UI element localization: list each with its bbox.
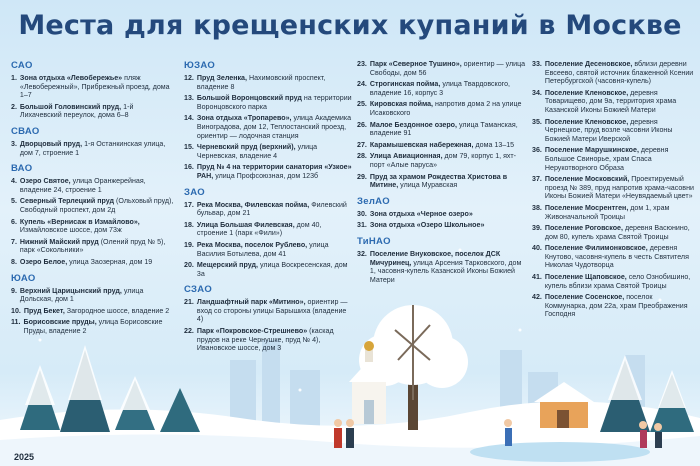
location-name: Поселение Сосенское,: [544, 293, 625, 302]
location-address: дом 79, корпус 1, яхт-порт «Алые паруса»: [369, 152, 517, 169]
location-number: 1.: [11, 74, 17, 82]
location-number: 11.: [11, 318, 21, 327]
location-item: [184, 241, 352, 258]
location-address: (Ольховый пруд), Свободный проспект, дом 2д: [19, 197, 174, 214]
location-number: 3.: [11, 139, 17, 148]
location-address: (Олений пруд № 5), парк «Сокольники»: [19, 237, 166, 255]
location-number: 16.: [184, 163, 194, 172]
location-item: [532, 146, 694, 172]
location-number: 24.: [357, 80, 367, 89]
location-name: Нижний Майский пруд: [19, 237, 99, 246]
location-address: 1-я Останкинская улица, дом 7, строение 1: [19, 139, 166, 157]
location-number: 31.: [357, 221, 367, 230]
location-item: [532, 204, 694, 221]
location-item: [11, 258, 176, 267]
district-heading: СЗАО: [184, 284, 213, 296]
location-number: 33.: [532, 60, 542, 68]
location-number: 4.: [11, 177, 17, 186]
location-item: [184, 114, 352, 140]
location-name: Озеро Белое,: [19, 257, 68, 266]
location-item: [11, 103, 176, 120]
location-address: улица Профсоюзная, дом 123б: [215, 171, 319, 180]
location-name: Борисовские пруды,: [23, 318, 97, 327]
location-item: [11, 238, 176, 255]
location-address: вблизи деревни Евсеево, святой источник блаженной Ксении Петербургской (часовня-купель): [544, 60, 694, 86]
location-name: Река Москва, поселок Рублево,: [196, 240, 308, 249]
location-address: напротив дома 2 на улице Исаковского: [369, 100, 522, 117]
location-item: [357, 250, 527, 284]
location-name: Поселение Внуковское, поселок ДСК Мичуринец,: [369, 249, 501, 267]
district-heading: ЮЗАО: [184, 60, 216, 71]
location-address: улица Оранжерейная, владение 24, строение 1: [19, 177, 146, 194]
location-item: [184, 201, 352, 218]
location-address: дома 13–15: [475, 140, 515, 149]
location-number: 20.: [184, 261, 194, 270]
district-heading: ЗелАО: [357, 195, 390, 207]
location-name: Поселение Щаповское,: [544, 273, 627, 282]
location-name: Зона отдыха «Черное озеро»: [369, 209, 473, 218]
location-address: Филевский бульвар, дом 21: [196, 200, 347, 218]
district-heading: САО: [11, 60, 33, 71]
location-item: [357, 121, 527, 138]
location-name: Улица Большая Филевская,: [196, 220, 295, 229]
location-number: 32.: [357, 249, 367, 258]
column-4: [532, 60, 694, 322]
location-name: Зона отдыха «Левобережье»: [19, 74, 123, 82]
location-address: поселок Коммунарка, дом 22а, храм Преображения Господня: [544, 293, 688, 319]
location-number: 40.: [532, 244, 542, 253]
location-name: Купель «Вернисаж в Измайлово»,: [19, 217, 140, 226]
location-name: Озеро Святое,: [19, 177, 71, 186]
location-number: 21.: [184, 298, 194, 307]
location-name: Парк «Северное Тушино»,: [369, 60, 462, 68]
location-item: [532, 244, 694, 270]
location-item: [184, 94, 352, 111]
district-heading: ВАО: [11, 163, 33, 175]
location-address: улица Арсения Тарковского, дом 1, часовня-купель Казанской Иконы Божией Матери: [369, 258, 522, 284]
location-item: [184, 74, 352, 91]
location-number: 19.: [184, 240, 194, 249]
location-address: деревня Товарищево, дом 9а, территория храма Казанской Иконы Божией Матери: [544, 88, 677, 114]
location-name: Большой Головинский пруд,: [19, 102, 122, 111]
location-name: Ландшафтный парк «Митино»,: [196, 298, 306, 307]
location-item: [11, 287, 176, 304]
location-number: 25.: [357, 100, 367, 109]
location-item: [357, 141, 527, 150]
location-item: [11, 177, 176, 194]
location-number: 27.: [357, 140, 367, 149]
year-label: 2025: [14, 452, 35, 462]
location-address: улица Муравская: [400, 181, 458, 190]
location-address: улица Воскресенская, дом 3а: [196, 261, 348, 278]
location-item: [357, 100, 527, 117]
location-name: Зона отдыха «Тропарево»,: [196, 114, 292, 123]
location-name: Улица Авиационная,: [369, 152, 443, 161]
location-item: [532, 273, 694, 290]
location-address: ориентир — улица Свободы, дом 56: [369, 60, 526, 77]
location-address: на территории Воронцовского парка: [196, 94, 352, 111]
ice-pond-icon: [470, 442, 650, 462]
location-address: ориентир — вход со стороны улицы Барышиха (владение 4): [196, 298, 348, 324]
location-item: [357, 80, 527, 97]
district-heading: ЮАО: [11, 272, 36, 284]
location-item: [11, 74, 176, 100]
location-number: 2.: [11, 102, 17, 111]
location-item: [184, 298, 352, 324]
page-title: Места для крещенских купаний в Москве: [18, 10, 682, 41]
location-name: Строгинская пойма,: [369, 80, 441, 89]
location-number: 15.: [184, 143, 194, 152]
location-item: [532, 118, 694, 144]
column-2: [184, 60, 352, 356]
location-name: Черневский пруд (верхний),: [196, 143, 296, 152]
location-address: улица Таманская, владение 91: [369, 120, 518, 138]
location-item: [11, 197, 176, 214]
location-address: Измайловское шоссе, дом 73ж: [19, 226, 122, 235]
location-name: Дворцовый пруд,: [19, 139, 83, 148]
location-address: улица Дольская, дом 1: [19, 286, 144, 304]
location-address: улица Василия Ботылева, дом 41: [196, 240, 329, 258]
location-number: 10.: [11, 306, 21, 315]
location-name: Парк «Покровское-Стрешнево»: [196, 327, 308, 336]
location-item: [532, 293, 694, 319]
location-name: Пруд Бекет,: [23, 306, 65, 315]
location-item: [357, 221, 527, 230]
location-address: пляж «Левобережный», Прибрежный проезд, дома 1–7: [19, 74, 170, 100]
location-name: Мещерский пруд,: [196, 261, 258, 270]
location-item: [357, 173, 527, 190]
location-address: Загородное шоссе, владение 2: [66, 306, 170, 315]
location-name: Поселение Марушкинское,: [544, 146, 639, 155]
location-item: [532, 224, 694, 241]
location-name: Большой Воронцовский пруд: [196, 94, 302, 103]
location-name: Поселение Роговское,: [544, 224, 623, 233]
location-number: 29.: [357, 172, 367, 181]
location-number: 28.: [357, 152, 367, 161]
location-number: 14.: [184, 114, 194, 123]
location-name: Поселение Десеновское,: [544, 60, 633, 68]
location-number: 36.: [532, 146, 542, 155]
location-item: [357, 210, 527, 219]
location-address: улица Академика Виноградова, дом 12, Теплостанский проезд, ориентир — лодочная станция: [196, 114, 352, 140]
location-number: 41.: [532, 273, 542, 282]
location-name: Поселение Московский,: [544, 175, 630, 184]
location-address: улица Заозерная, дом 19: [69, 257, 153, 266]
location-name: Пруд № 4 на территории санатория «Узкое» РАН,: [196, 163, 352, 180]
location-address: улица Твардовского, владение 16, корпус 3: [369, 80, 511, 97]
location-address: деревня Кнутово, часовня-купель в честь Святителя Николая Чудотворца: [544, 244, 689, 270]
column-1: [11, 60, 176, 338]
location-item: [357, 60, 527, 77]
location-number: 12.: [184, 74, 194, 82]
location-name: Карамышевская набережная,: [369, 140, 474, 149]
location-number: 26.: [357, 120, 367, 129]
location-number: 17.: [184, 200, 194, 209]
location-item: [11, 318, 176, 335]
district-heading: ЗАО: [184, 186, 205, 198]
location-item: [184, 261, 352, 278]
location-number: 5.: [11, 197, 17, 206]
location-name: Кировская пойма,: [369, 100, 434, 109]
location-item: [184, 221, 352, 238]
location-number: 8.: [11, 257, 17, 266]
location-address: Нахимовский проспект, владение 8: [196, 74, 326, 91]
location-number: 38.: [532, 203, 542, 212]
location-address: дом 1, храм Живоначальной Троицы: [544, 203, 670, 221]
location-item: [532, 89, 694, 115]
location-address: село Ознобишино, купель вблизи храма Святой Троицы: [544, 273, 691, 290]
location-number: 39.: [532, 224, 542, 233]
location-item: [11, 140, 176, 157]
location-address: 1-й Лихачевский переулок, дома 6–8: [19, 102, 134, 120]
location-name: Поселение Мосрентген,: [544, 203, 629, 212]
district-heading: ТиНАО: [357, 235, 391, 247]
location-address: деревня Чернецкое, пруд возле часовни Иконы Божией Матери Иверской: [544, 117, 673, 143]
location-name: Поселение Кленовское,: [544, 117, 629, 126]
location-name: Северный Терлецкий пруд: [19, 197, 115, 206]
location-number: 30.: [357, 209, 367, 218]
location-item: [184, 143, 352, 160]
location-item: [184, 327, 352, 353]
location-address: улица Черневская, владение 4: [196, 143, 318, 160]
location-item: [11, 218, 176, 235]
location-address: (каскад прудов на реке Чернушке, пруд № 4), Ивановское шоссе, дом 3: [196, 327, 334, 353]
location-item: [532, 60, 694, 86]
location-address: деревня Васюнино, дом 80, купель храма Святой Троицы: [544, 224, 690, 241]
location-name: Поселение Кленовское,: [544, 88, 629, 97]
location-item: [11, 307, 176, 316]
location-number: 35.: [532, 117, 542, 126]
location-number: 22.: [184, 327, 194, 336]
location-number: 18.: [184, 220, 194, 229]
location-name: Пруд за храмом Рождества Христова в Митине,: [369, 172, 508, 190]
location-number: 13.: [184, 94, 194, 103]
location-number: 34.: [532, 88, 542, 97]
district-heading: СВАО: [11, 125, 40, 137]
location-item: [357, 152, 527, 169]
location-name: Малое Бездонное озеро,: [369, 120, 457, 129]
location-name: Поселение Филимонковское,: [544, 244, 648, 253]
location-name: Верхний Царицынский пруд,: [19, 286, 122, 295]
location-name: Пруд Зеленка,: [196, 74, 247, 82]
location-number: 23.: [357, 60, 367, 68]
location-number: 7.: [11, 237, 17, 246]
location-item: [532, 175, 694, 201]
column-3: [357, 60, 527, 287]
location-address: дом 40, строение 1 (парк «Фили»): [196, 220, 322, 238]
location-address: Проектируемый проезд № 389, пруд напротив храма-часовни Иконы Божией Матери «Неувядаемый цвет»: [544, 175, 694, 201]
location-name: Река Москва, Филевская пойма,: [196, 200, 310, 209]
location-number: 6.: [11, 217, 17, 226]
location-number: 9.: [11, 286, 17, 295]
location-item: [184, 163, 352, 180]
location-number: 42.: [532, 293, 542, 302]
location-number: 37.: [532, 175, 542, 184]
location-address: деревня Большое Свинорье, храм Спаса Нерукотворного Образа: [544, 146, 669, 172]
location-name: Зона отдыха «Озеро Школьное»: [369, 221, 485, 230]
location-address: улица Борисовские Пруды, владение 2: [23, 318, 163, 335]
